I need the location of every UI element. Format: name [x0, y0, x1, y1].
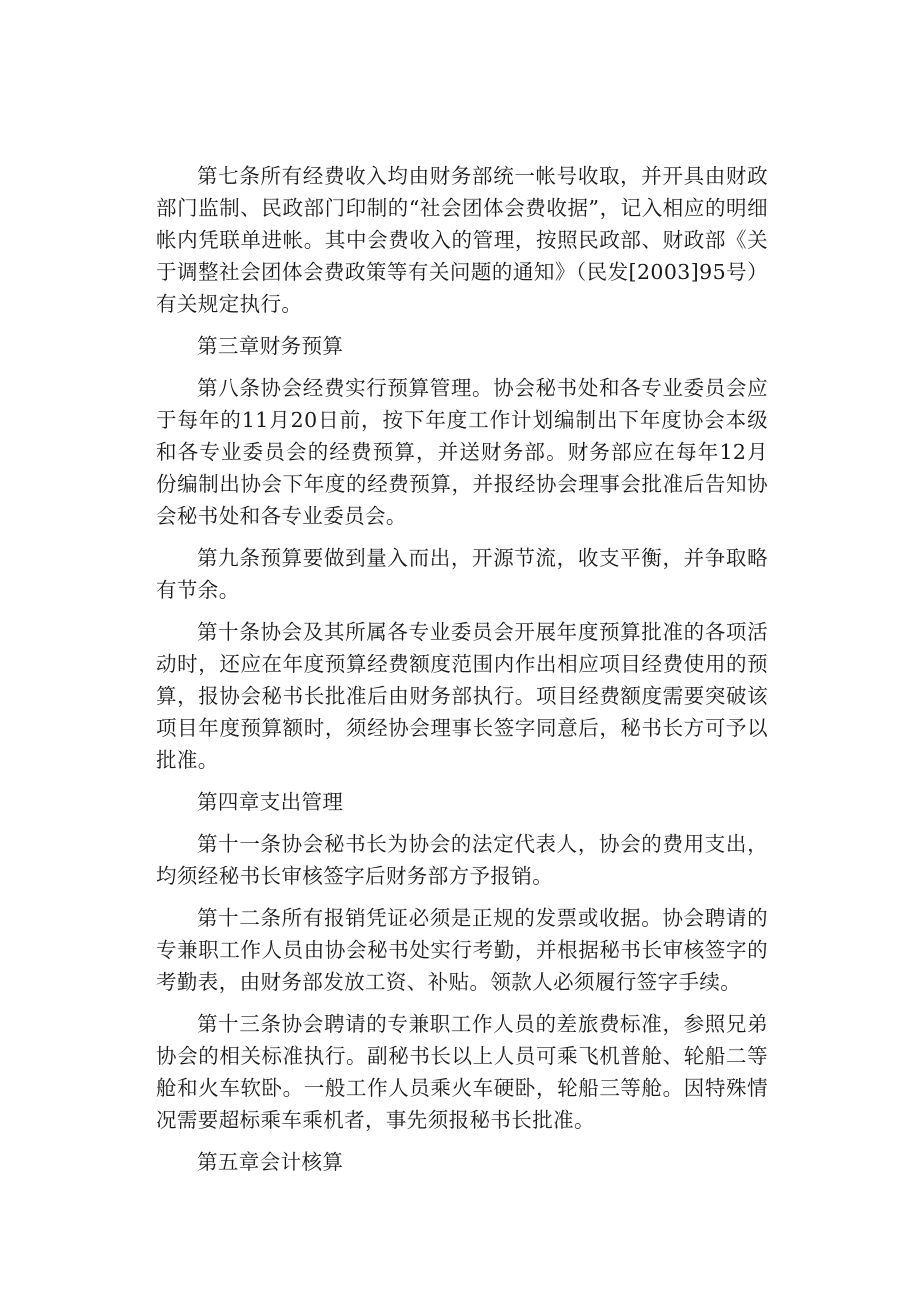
chapter-3-heading: 第三章财务预算: [197, 334, 344, 358]
article-11: 第十一条协会秘书长为协会的法定代表人，协会的费用支出，均须经秘书长审核签字后财务部方予报销。: [156, 832, 768, 888]
article-8: 第八条协会经费实行预算管理。协会秘书处和各专业委员会应于每年的11月20日前，按下年度工作计划编制出下年度协会本级和各专业委员会的经费预算，并送财务部。财务部应在每年12月份编制出协会下年度的经费预算，并报经协会理事会批准后告知协会秘书处和各专业委员会。: [156, 376, 768, 528]
chapter-4-heading: 第四章支出管理: [197, 790, 344, 814]
article-12: 第十二条所有报销凭证必须是正规的发票或收据。协会聘请的专兼职工作人员由协会秘书处实行考勤，并根据秘书长审核签字的考勤表，由财务部发放工资、补贴。领款人必须履行签字手续。: [156, 906, 768, 994]
article-9: 第九条预算要做到量入而出，开源节流，收支平衡，并争取略有节余。: [156, 546, 768, 602]
article-7: 第七条所有经费收入均由财务部统一帐号收取，并开具由财政部门监制、民政部门印制的“社会团体会费收据”，记入相应的明细帐内凭联单进帐。其中会费收入的管理，按照民政部、财政部《关于调整社会团体会费政策等有关问题的通知》（民发[2003]95号）有关规定执行。: [156, 164, 768, 316]
article-10: 第十条协会及其所属各专业委员会开展年度预算批准的各项活动时，还应在年度预算经费额度范围内作出相应项目经费使用的预算，报协会秘书长批准后由财务部执行。项目经费额度需要突破该项目年度预算额时，须经协会理事长签字同意后，秘书长方可予以批准。: [156, 620, 768, 772]
article-13: 第十三条协会聘请的专兼职工作人员的差旅费标准，参照兄弟协会的相关标准执行。副秘书长以上人员可乘飞机普舱、轮船二等舱和火车软卧。一般工作人员乘火车硬卧，轮船三等舱。因特殊情况需要超标乘车乘机者，事先须报秘书长批准。: [156, 1012, 768, 1132]
document-body: [156, 160, 768, 1188]
chapter-5-heading: 第五章会计核算: [197, 1150, 344, 1174]
